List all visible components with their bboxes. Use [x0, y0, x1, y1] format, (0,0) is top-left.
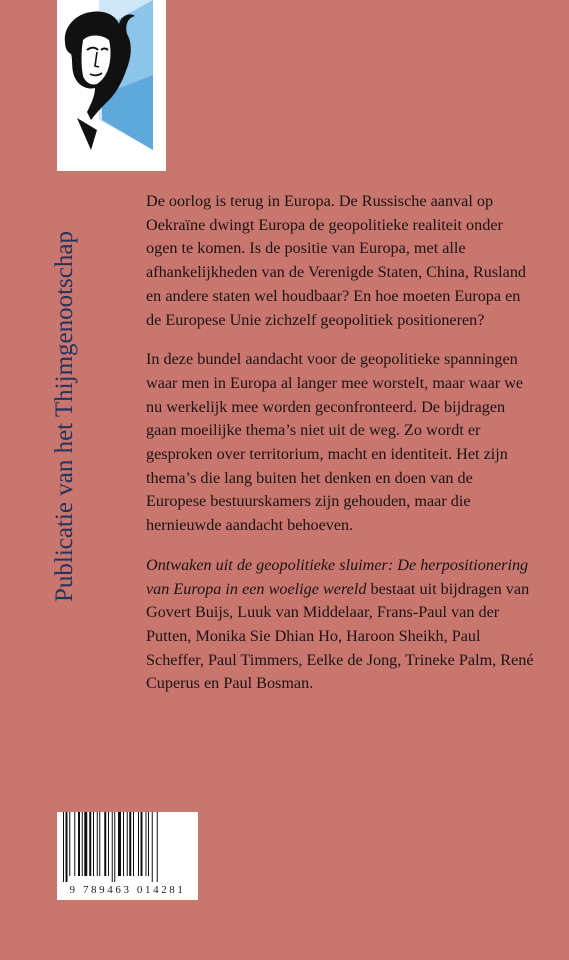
isbn-number: 9 789463 014281 [69, 884, 186, 896]
paragraph-themes: In deze bundel aandacht voor de geopolitieke spanningen waar men in Europa al langer mee worstelt, maar waar we nu werkelijk mee worden geconfronteerd. De bijdragen gaan moeilijke thema’s niet uit de weg. Zo wordt er gesproken over territorium, macht en identiteit. Het zijn thema’s die lang buiten het denken en doen van de Europese bestuurskamers zijn gehouden, maar die hernieuwde aandacht behoeven. [146, 350, 524, 535]
spine-title [44, 170, 86, 610]
thijmgenootschap-logo [57, 0, 166, 171]
isbn-barcode [57, 812, 198, 900]
paragraph-intro: De oorlog is terug in Europa. De Russische aanval op Oekraïne dwingt Europa de geopolitieke realiteit onder ogen te komen. Is de positie van Europa, met alle afhankelijkheden van de Verenigde Staten, China, Rusland en andere staten wel houdbaar? En hoe moeten Europa en de Europese Unie zichzelf geopolitiek positioneren? [146, 192, 527, 329]
book-title: Ontwaken uit de geopolitieke sluimer: De herpositionering van Europa in een woelige wereld [146, 555, 529, 598]
portrait-icon [57, 0, 166, 171]
spine-text: Publicatie van het Thijmgenootschap [51, 231, 78, 602]
barcode-bars [61, 812, 194, 882]
contributors-list: bestaat uit bijdragen van Govert Buijs, Luuk van Middelaar, Frans-Paul van der Putten, Monika Sie Dhian Ho, Haroon Sheikh, Paul Scheffer, Paul Timmers, Eelke de Jong, Trineke Palm, René Cuperus en Paul Bosman. [146, 579, 534, 693]
back-cover-text [146, 190, 536, 712]
paragraph-contributors [146, 554, 536, 696]
